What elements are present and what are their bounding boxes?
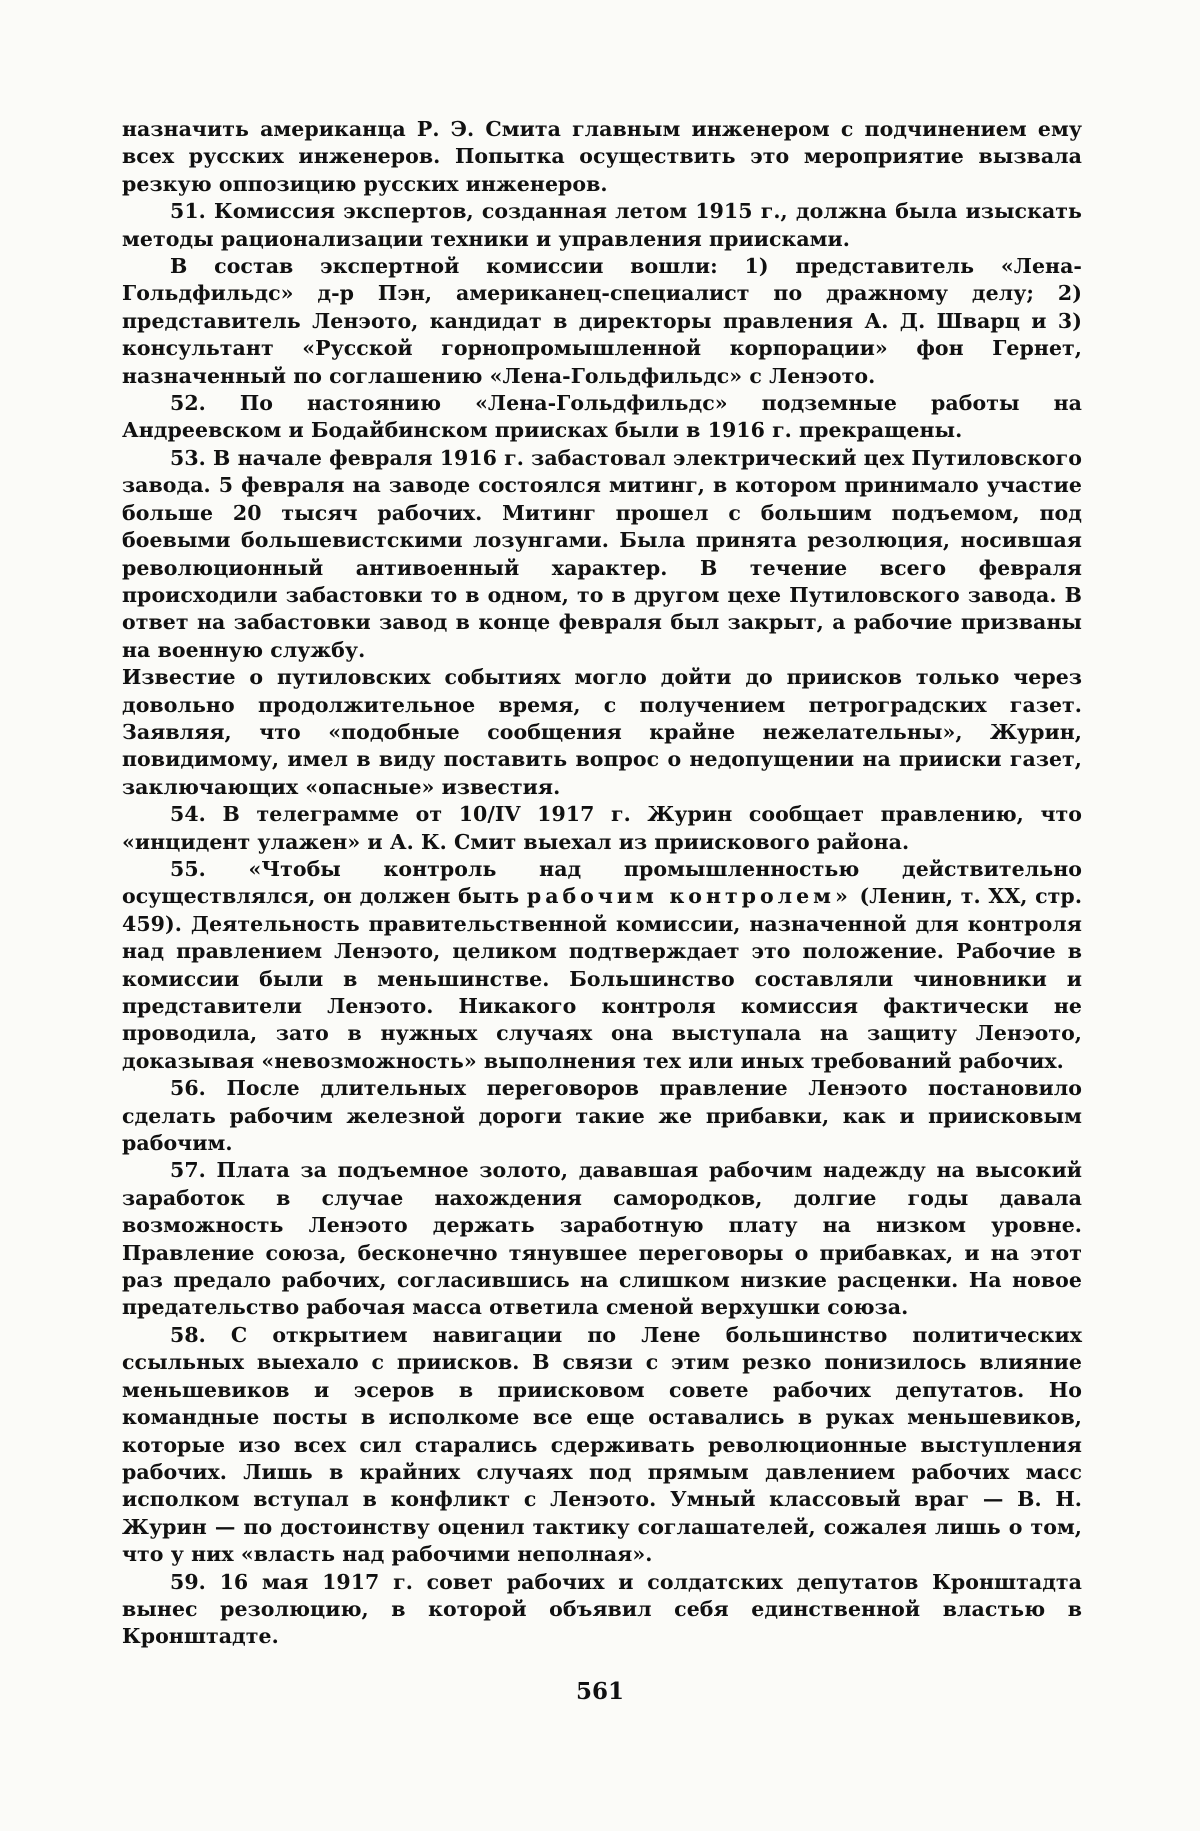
note-55 — [122, 856, 1082, 1075]
note-56: 56. После длительных переговоров правление Ленэото постановило сделать рабочим железной дороги такие же прибавки, как и приисковым рабочим. — [122, 1076, 1082, 1156]
note-paragraph-continued: назначить американца Р. Э. Смита главным инженером с подчинением ему всех русских инженеров. Попытка осуществить это мероприятие вызвала резкую оппозицию русских инженеров. — [122, 117, 1082, 196]
page-number: 561 — [575, 1678, 624, 1705]
note-55-part-1: 55. «Чтобы контроль над промышленностью действительно осуществлялся, он должен быть — [122, 856, 1082, 909]
note-51-continuation: В состав экспертной комиссии вошли: 1) представитель «Лена-Гольдфильдс» д-р Пэн, американец-специалист по дражному делу; 2) представитель Ленэото, кандидат в директоры правления А. Д. Шварц и 3) консультант «Русской горнопромышленной корпорации» фон Гернет, назначенный по соглашению «Лена-Гольдфильдс» с Ленэото. — [122, 254, 1082, 388]
note-54: 54. В телеграмме от 10/IV 1917 г. Журин сообщает правлению, что «инцидент улажен» и А. К. Смит выехал из приискового района. — [122, 802, 1082, 854]
note-52: 52. По настоянию «Лена-Гольдфильдс» подземные работы на Андреевском и Бодайбинском приисках были в 1916 г. прекращены. — [122, 391, 1082, 443]
note-51: 51. Комиссия экспертов, созданная летом 1915 г., должна была изыскать методы рационализации техники и управления приисками. — [122, 199, 1082, 251]
note-58: 58. С открытием навигации по Лене большинство политических ссыльных выехало с приисков. В связи с этим резко понизилось влияние меньшевиков и эсеров в приисковом совете рабочих депутатов. Но командные посты в исполкоме все еще оставались в руках меньшевиков, которые изо всех сил старались сдерживать революционные выступления рабочих. Лишь в крайних случаях под прямым давлением рабочих масс исполком вступал в конфликт с Ленэото. Умный классовый враг — В. Н. Журин — по достоинству оценил тактику соглашателей, сожалея лишь о том, что у них «власть над рабочими неполная». — [122, 1322, 1082, 1567]
note-53-continuation: Известие о путиловских событиях могло дойти до приисков только через довольно продолжительное время, с получением петроградских газет. Заявляя, что «подобные сообщения крайне нежелательны», Журин, повидимому, имел в виду поставить вопрос о недопущении на прииски газет, заключающих «опасные» известия. — [122, 665, 1082, 799]
note-55-emphasis: рабочим контролем» — [526, 884, 852, 909]
note-59: 59. 16 мая 1917 г. совет рабочих и солдатских депутатов Кронштадта вынес резолюцию, в которой объявил себя единственной властью в Кронштадте. — [122, 1569, 1082, 1649]
note-55-part-2: (Ленин, т. XX, стр. 459). Деятельность правительственной комиссии, назначенной для контроля над правлением Ленэото, целиком подтверждает это положение. Рабочие в комиссии были в меньшинстве. Большинство составляли чиновники и представители Ленэото. Никакого контроля комиссия фактически не проводила, зато в нужных случаях она выступала на защиту Ленэото, доказывая «невозможность» выполнения тех или иных требований рабочих. — [122, 884, 1083, 1073]
notes-text-block — [122, 116, 1082, 1651]
note-53: 53. В начале февраля 1916 г. забастовал электрический цех Путиловского завода. 5 февраля на заводе состоялся митинг, в котором принимало участие больше 20 тысяч рабочих. Митинг прошел с большим подъемом, под боевыми большевистскими лозунгами. Была принята резолюция, носившая революционный антивоенный характер. В течение всего февраля происходили забастовки то в одном, то в другом цехе Путиловского завода. В ответ на забастовки завод в конце февраля был закрыт, а рабочие призваны на военную службу. — [122, 445, 1082, 662]
note-57: 57. Плата за подъемное золото, дававшая рабочим надежду на высокий заработок в случае нахождения самородков, долгие годы давала возможность Ленэото держать заработную плату на низком уровне. Правление союза, бесконечно тянувшее переговоры о прибавках, и на этот раз предало рабочих, согласившись на слишком низкие расценки. На новое предательство рабочая масса ответила сменой верхушки союза. — [122, 1158, 1082, 1320]
